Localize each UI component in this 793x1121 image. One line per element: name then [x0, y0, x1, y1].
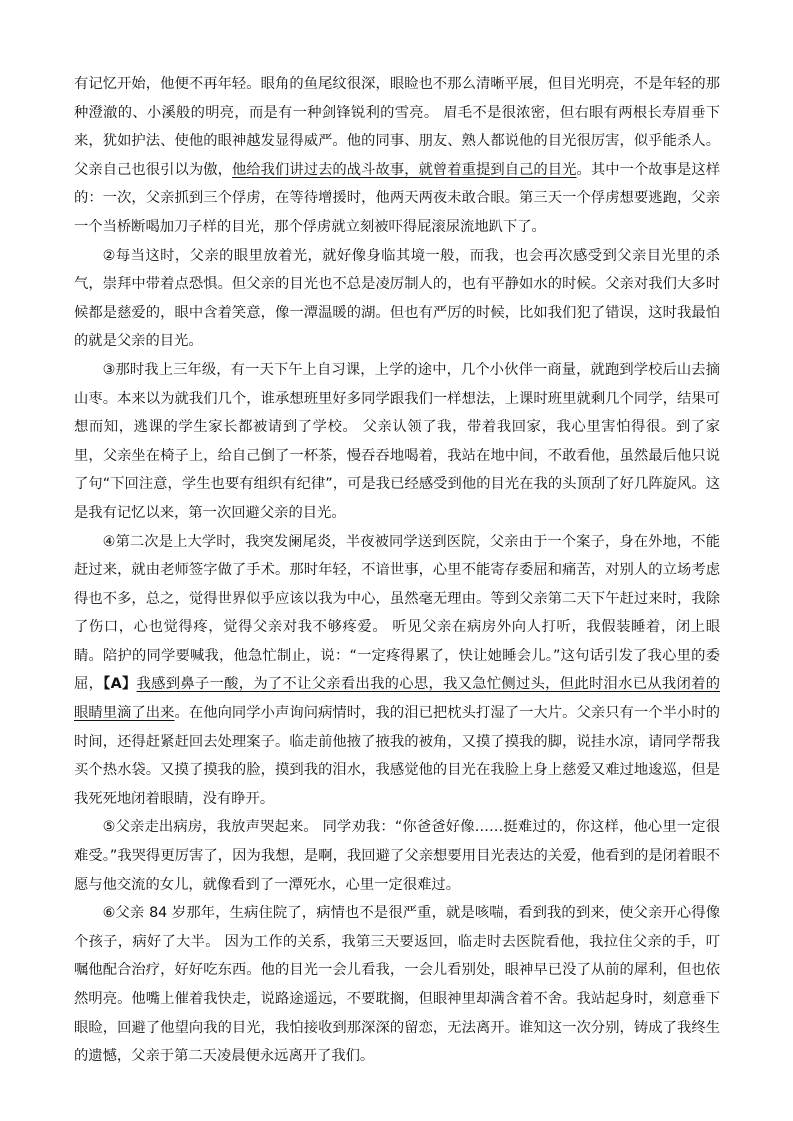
paragraph-3 — [74, 356, 720, 528]
paragraph-5 — [74, 813, 720, 899]
document-page — [74, 70, 720, 1071]
paragraph-6 — [74, 899, 720, 1071]
paragraph-4-underlined-text: 我感到鼻子一酸，为了不让父亲看出我的心思，我又急忙侧过头，但此时泪水已从我闭着的眼睛里滴了出来 — [74, 676, 721, 722]
paragraph-4-text-b: 。在他向同学小声询问病情时，我的泪已把枕头打湿了一大片。父亲只有一个半小时的时间，还得赶紧赶回去处理案子。临走前他掖了掖我的被角，又摸了摸我的脚，说挂水凉，请同学帮我买个热水袋。又摸了摸我的脸，摸到我的泪水，我感觉他的目光在我脸上身上慈爱又难过地逡巡，但是我死死地闭着眼睛，没有睁开。 — [74, 705, 720, 807]
paragraph-1 — [74, 70, 720, 242]
paragraph-1-text-b: 。其中一个故事是这样的：一次，父亲抓到三个俘虏，在等待增援时，他两天两夜未敢合眼。第三天一个俘虏想要逃跑，父亲一个当桥断喝加刀子样的目光，那个俘虏就立刻被吓得屁滚尿流地趴下了。 — [74, 161, 721, 235]
paragraph-5-text: ⑤父亲走出病房，我放声哭起来。 同学劝我：“你爸爸好像……挺难过的，你这样，他心里一定很难受。”我哭得更厉害了，因为我想，是啊，我回避了父亲想要用目光表达的关爱，他看到的是闭着眼不愿与他交流的女儿，就像看到了一潭死水，心里一定很难过。 — [74, 819, 720, 893]
paragraph-6-text: ⑥父亲 84 岁那年，生病住院了，病情也不是很严重，就是咳喘，看到我的到来，使父亲开心得像个孩子，病好了大半。 因为工作的关系，我第三天要返回，临走时去医院看他，我拉住父亲的手，叮嘱他配合治疗，好好吃东西。他的目光一会儿看我，一会儿看别处，眼神早已没了从前的犀利，但也依然明亮。他嘴上催着我快走，说路途遥远，不要耽搁，但眼神里却满含着不舍。我站起身时，刻意垂下眼睑，回避了他望向我的目光，我怕接收到那深深的留恋，无法离开。谁知这一次分别，铸成了我终生的遗憾，父亲于第二天凌晨便永远离开了我们。 — [74, 905, 720, 1065]
annotation-marker-a: 【A】 — [103, 676, 137, 693]
paragraph-2 — [74, 242, 720, 356]
paragraph-2-text: ②每当这时，父亲的眼里放着光，就好像身临其境一般，而我，也会再次感受到父亲目光里的杀气，崇拜中带着点恐惧。但父亲的目光也不总是凌厉制人的，也有平静如水的时候。父亲对我们大多时候都是慈爱的，眼中含着笑意，像一潭温暖的湖。但也有严厉的时候，比如我们犯了错误，这时我最怕的就是父亲的目光。 — [74, 247, 721, 350]
paragraph-4-text-a: ④第二次是上大学时，我突发阑尾炎，半夜被同学送到医院，父亲由于一个案子，身在外地，不能赶过来，就由老师签字做了手术。那时年轻，不谙世事，心里不能寄存委屈和痛苦，对别人的立场考虑得也不多，总之，觉得世界似乎应该以我为中心，虽然毫无理由。等到父亲第二天下午赶过来时，我除了伤口，心也觉得疼，觉得父亲对我不够疼爱。 听见父亲在病房外向人打听，我假装睡着，闭上眼睛。陪护的同学要喊我，他急忙制止，说：“一定疼得累了，快让她睡会儿。”这句话引发了我心里的委屈， — [74, 533, 720, 693]
paragraph-1-underlined-text: 他给我们讲过去的战斗故事，就曾着重提到自己的目光 — [231, 161, 577, 178]
paragraph-4 — [74, 528, 720, 814]
paragraph-3-text: ③那时我上三年级，有一天下午上自习课，上学的途中，几个小伙伴一商量，就跑到学校后山去摘山枣。本来以为就我们几个，谁承想班里好多同学跟我们一样想法，上课时班里就剩几个同学，结果可想而知，逃课的学生家长都被请到了学校。 父亲认领了我，带着我回家，我心里害怕得很。到了家里，父亲坐在椅子上，给自己倒了一杯茶，慢吞吞地喝着，我站在地中间，不敢看他，虽然最后他只说了句“下回注意，学生也要有组织有纪律”，可是我已经感受到他的目光在我的头顶刮了好几阵旋风。这是我有记忆以来，第一次回避父亲的目光。 — [74, 361, 720, 521]
paragraph-1-text-a: 有记忆开始，他便不再年轻。眼角的鱼尾纹很深，眼睑也不那么清晰平展，但目光明亮，不是年轻的那种澄澈的、小溪般的明亮，而是有一种剑锋锐利的雪亮。 眉毛不是很浓密，但右眼有两根长寿眉垂下来，犹如护法、使他的眼神越发显得威严。他的同事、朋友、熟人都说他的目光很厉害，似乎能杀人。父亲自己也很引以为傲， — [74, 76, 720, 178]
